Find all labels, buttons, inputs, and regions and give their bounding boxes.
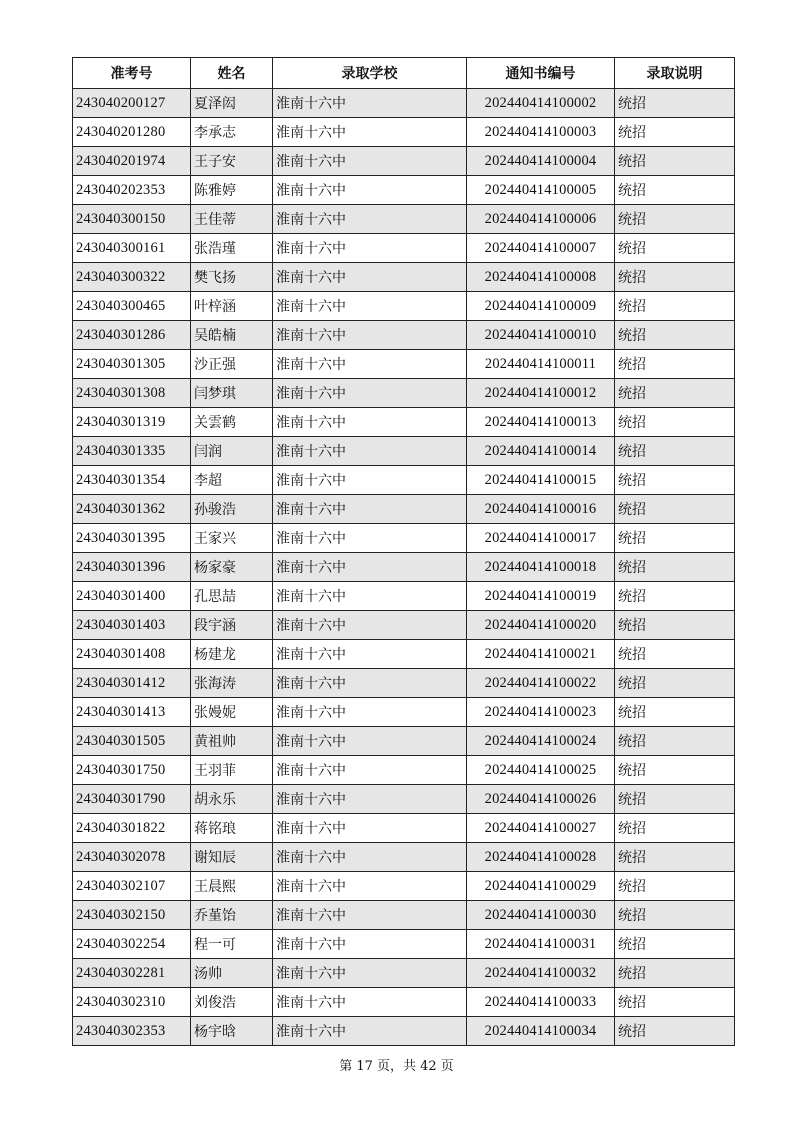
cell-notice-id: 202440414100004 xyxy=(467,147,615,176)
table-row xyxy=(73,263,735,292)
cell-name: 闫梦琪 xyxy=(191,379,273,408)
cell-admission-note: 统招 xyxy=(615,263,735,292)
table-row xyxy=(73,756,735,785)
cell-name: 樊飞扬 xyxy=(191,263,273,292)
cell-admission-note: 统招 xyxy=(615,669,735,698)
cell-admission-note: 统招 xyxy=(615,147,735,176)
cell-admission-note: 统招 xyxy=(615,785,735,814)
cell-admission-note: 统招 xyxy=(615,524,735,553)
cell-exam-id: 243040200127 xyxy=(73,89,191,118)
cell-notice-id: 202440414100012 xyxy=(467,379,615,408)
cell-exam-id: 243040301305 xyxy=(73,350,191,379)
cell-school: 淮南十六中 xyxy=(273,843,467,872)
cell-school: 淮南十六中 xyxy=(273,698,467,727)
cell-notice-id: 202440414100006 xyxy=(467,205,615,234)
cell-name: 闫润 xyxy=(191,437,273,466)
cell-exam-id: 243040301362 xyxy=(73,495,191,524)
cell-exam-id: 243040301308 xyxy=(73,379,191,408)
cell-name: 陈雅婷 xyxy=(191,176,273,205)
cell-notice-id: 202440414100007 xyxy=(467,234,615,263)
cell-name: 孙骏浩 xyxy=(191,495,273,524)
table-row xyxy=(73,379,735,408)
cell-school: 淮南十六中 xyxy=(273,582,467,611)
cell-school: 淮南十六中 xyxy=(273,553,467,582)
table-row xyxy=(73,582,735,611)
cell-exam-id: 243040302150 xyxy=(73,901,191,930)
cell-admission-note: 统招 xyxy=(615,118,735,147)
cell-admission-note: 统招 xyxy=(615,495,735,524)
cell-exam-id: 243040301750 xyxy=(73,756,191,785)
cell-exam-id: 243040300161 xyxy=(73,234,191,263)
cell-name: 张海涛 xyxy=(191,669,273,698)
cell-school: 淮南十六中 xyxy=(273,640,467,669)
cell-school: 淮南十六中 xyxy=(273,234,467,263)
cell-admission-note: 统招 xyxy=(615,930,735,959)
cell-admission-note: 统招 xyxy=(615,814,735,843)
table-row xyxy=(73,205,735,234)
table-row xyxy=(73,292,735,321)
cell-name: 胡永乐 xyxy=(191,785,273,814)
cell-admission-note: 统招 xyxy=(615,698,735,727)
cell-name: 段宇涵 xyxy=(191,611,273,640)
cell-name: 汤帅 xyxy=(191,959,273,988)
cell-school: 淮南十六中 xyxy=(273,292,467,321)
table-row xyxy=(73,640,735,669)
cell-school: 淮南十六中 xyxy=(273,466,467,495)
header-exam-id: 准考号 xyxy=(73,58,191,89)
cell-notice-id: 202440414100011 xyxy=(467,350,615,379)
cell-admission-note: 统招 xyxy=(615,843,735,872)
table-row xyxy=(73,234,735,263)
cell-exam-id: 243040300150 xyxy=(73,205,191,234)
cell-exam-id: 243040302107 xyxy=(73,872,191,901)
cell-notice-id: 202440414100005 xyxy=(467,176,615,205)
cell-school: 淮南十六中 xyxy=(273,495,467,524)
cell-notice-id: 202440414100027 xyxy=(467,814,615,843)
cell-admission-note: 统招 xyxy=(615,350,735,379)
cell-school: 淮南十六中 xyxy=(273,176,467,205)
table-row xyxy=(73,553,735,582)
table-row xyxy=(73,930,735,959)
cell-admission-note: 统招 xyxy=(615,901,735,930)
cell-exam-id: 243040300465 xyxy=(73,292,191,321)
cell-name: 谢知辰 xyxy=(191,843,273,872)
cell-name: 杨家豪 xyxy=(191,553,273,582)
cell-notice-id: 202440414100033 xyxy=(467,988,615,1017)
table-row xyxy=(73,611,735,640)
cell-admission-note: 统招 xyxy=(615,379,735,408)
cell-school: 淮南十六中 xyxy=(273,205,467,234)
cell-exam-id: 243040301413 xyxy=(73,698,191,727)
table-row xyxy=(73,524,735,553)
cell-exam-id: 243040301286 xyxy=(73,321,191,350)
header-name: 姓名 xyxy=(191,58,273,89)
cell-name: 杨宇晗 xyxy=(191,1017,273,1046)
cell-notice-id: 202440414100014 xyxy=(467,437,615,466)
table-row xyxy=(73,89,735,118)
cell-exam-id: 243040301319 xyxy=(73,408,191,437)
cell-school: 淮南十六中 xyxy=(273,930,467,959)
table-row xyxy=(73,118,735,147)
cell-exam-id: 243040301822 xyxy=(73,814,191,843)
cell-school: 淮南十六中 xyxy=(273,379,467,408)
cell-school: 淮南十六中 xyxy=(273,785,467,814)
cell-school: 淮南十六中 xyxy=(273,118,467,147)
table-row xyxy=(73,959,735,988)
cell-notice-id: 202440414100002 xyxy=(467,89,615,118)
cell-notice-id: 202440414100030 xyxy=(467,901,615,930)
page-footer: 第 17 页，共 42 页 xyxy=(339,1059,454,1074)
table-row xyxy=(73,466,735,495)
table-row xyxy=(73,408,735,437)
cell-name: 李承志 xyxy=(191,118,273,147)
cell-name: 王家兴 xyxy=(191,524,273,553)
cell-admission-note: 统招 xyxy=(615,205,735,234)
cell-admission-note: 统招 xyxy=(615,959,735,988)
table-row xyxy=(73,669,735,698)
cell-school: 淮南十六中 xyxy=(273,814,467,843)
cell-exam-id: 243040201280 xyxy=(73,118,191,147)
cell-name: 黄祖帅 xyxy=(191,727,273,756)
cell-notice-id: 202440414100029 xyxy=(467,872,615,901)
cell-exam-id: 243040301408 xyxy=(73,640,191,669)
cell-exam-id: 243040302078 xyxy=(73,843,191,872)
cell-school: 淮南十六中 xyxy=(273,350,467,379)
cell-name: 程一可 xyxy=(191,930,273,959)
table-row xyxy=(73,321,735,350)
table-row xyxy=(73,843,735,872)
cell-school: 淮南十六中 xyxy=(273,727,467,756)
cell-admission-note: 统招 xyxy=(615,727,735,756)
cell-name: 王佳蒂 xyxy=(191,205,273,234)
cell-admission-note: 统招 xyxy=(615,234,735,263)
cell-name: 王晨熙 xyxy=(191,872,273,901)
cell-exam-id: 243040301396 xyxy=(73,553,191,582)
cell-exam-id: 243040302281 xyxy=(73,959,191,988)
cell-admission-note: 统招 xyxy=(615,553,735,582)
header-admission-note: 录取说明 xyxy=(615,58,735,89)
cell-name: 吴皓楠 xyxy=(191,321,273,350)
cell-name: 蒋铭琅 xyxy=(191,814,273,843)
cell-admission-note: 统招 xyxy=(615,611,735,640)
cell-exam-id: 243040301790 xyxy=(73,785,191,814)
cell-school: 淮南十六中 xyxy=(273,263,467,292)
cell-name: 夏泽闳 xyxy=(191,89,273,118)
cell-school: 淮南十六中 xyxy=(273,321,467,350)
header-notice-id: 通知书编号 xyxy=(467,58,615,89)
cell-name: 张嫚妮 xyxy=(191,698,273,727)
cell-exam-id: 243040202353 xyxy=(73,176,191,205)
cell-notice-id: 202440414100024 xyxy=(467,727,615,756)
cell-exam-id: 243040300322 xyxy=(73,263,191,292)
cell-admission-note: 统招 xyxy=(615,89,735,118)
cell-name: 李超 xyxy=(191,466,273,495)
cell-notice-id: 202440414100021 xyxy=(467,640,615,669)
cell-notice-id: 202440414100016 xyxy=(467,495,615,524)
cell-notice-id: 202440414100023 xyxy=(467,698,615,727)
cell-admission-note: 统招 xyxy=(615,176,735,205)
cell-name: 关雲鹤 xyxy=(191,408,273,437)
header-school: 录取学校 xyxy=(273,58,467,89)
cell-name: 杨建龙 xyxy=(191,640,273,669)
cell-school: 淮南十六中 xyxy=(273,959,467,988)
cell-name: 王子安 xyxy=(191,147,273,176)
cell-school: 淮南十六中 xyxy=(273,872,467,901)
cell-school: 淮南十六中 xyxy=(273,901,467,930)
cell-notice-id: 202440414100022 xyxy=(467,669,615,698)
cell-admission-note: 统招 xyxy=(615,466,735,495)
cell-notice-id: 202440414100034 xyxy=(467,1017,615,1046)
table-row xyxy=(73,698,735,727)
cell-admission-note: 统招 xyxy=(615,756,735,785)
cell-school: 淮南十六中 xyxy=(273,147,467,176)
cell-school: 淮南十六中 xyxy=(273,89,467,118)
cell-notice-id: 202440414100015 xyxy=(467,466,615,495)
cell-notice-id: 202440414100020 xyxy=(467,611,615,640)
cell-notice-id: 202440414100019 xyxy=(467,582,615,611)
cell-admission-note: 统招 xyxy=(615,640,735,669)
cell-admission-note: 统招 xyxy=(615,872,735,901)
cell-notice-id: 202440414100010 xyxy=(467,321,615,350)
cell-admission-note: 统招 xyxy=(615,321,735,350)
cell-school: 淮南十六中 xyxy=(273,524,467,553)
cell-school: 淮南十六中 xyxy=(273,437,467,466)
cell-notice-id: 202440414100009 xyxy=(467,292,615,321)
cell-exam-id: 243040301335 xyxy=(73,437,191,466)
cell-name: 孔思喆 xyxy=(191,582,273,611)
table-row xyxy=(73,988,735,1017)
table-row xyxy=(73,350,735,379)
cell-notice-id: 202440414100032 xyxy=(467,959,615,988)
cell-exam-id: 243040302254 xyxy=(73,930,191,959)
table-row xyxy=(73,176,735,205)
cell-name: 刘俊浩 xyxy=(191,988,273,1017)
cell-notice-id: 202440414100025 xyxy=(467,756,615,785)
cell-name: 王羽菲 xyxy=(191,756,273,785)
cell-school: 淮南十六中 xyxy=(273,669,467,698)
cell-exam-id: 243040302310 xyxy=(73,988,191,1017)
cell-admission-note: 统招 xyxy=(615,988,735,1017)
table-row xyxy=(73,785,735,814)
cell-exam-id: 243040302353 xyxy=(73,1017,191,1046)
table-row xyxy=(73,495,735,524)
table-row xyxy=(73,147,735,176)
cell-school: 淮南十六中 xyxy=(273,988,467,1017)
cell-name: 张浩瑾 xyxy=(191,234,273,263)
cell-admission-note: 统招 xyxy=(615,582,735,611)
cell-notice-id: 202440414100028 xyxy=(467,843,615,872)
cell-exam-id: 243040301403 xyxy=(73,611,191,640)
cell-exam-id: 243040301354 xyxy=(73,466,191,495)
cell-exam-id: 243040301395 xyxy=(73,524,191,553)
table-header-row xyxy=(73,58,735,89)
cell-school: 淮南十六中 xyxy=(273,1017,467,1046)
table-row xyxy=(73,437,735,466)
cell-notice-id: 202440414100013 xyxy=(467,408,615,437)
cell-notice-id: 202440414100018 xyxy=(467,553,615,582)
cell-school: 淮南十六中 xyxy=(273,408,467,437)
table-row xyxy=(73,814,735,843)
cell-admission-note: 统招 xyxy=(615,408,735,437)
cell-exam-id: 243040301400 xyxy=(73,582,191,611)
cell-exam-id: 243040201974 xyxy=(73,147,191,176)
cell-admission-note: 统招 xyxy=(615,437,735,466)
cell-notice-id: 202440414100026 xyxy=(467,785,615,814)
cell-exam-id: 243040301412 xyxy=(73,669,191,698)
cell-notice-id: 202440414100003 xyxy=(467,118,615,147)
table-body xyxy=(73,89,735,1046)
table-row xyxy=(73,901,735,930)
table-row xyxy=(73,1017,735,1046)
cell-admission-note: 统招 xyxy=(615,292,735,321)
cell-name: 乔堇饴 xyxy=(191,901,273,930)
table-row xyxy=(73,727,735,756)
cell-school: 淮南十六中 xyxy=(273,756,467,785)
cell-name: 叶梓涵 xyxy=(191,292,273,321)
cell-name: 沙正强 xyxy=(191,350,273,379)
cell-notice-id: 202440414100017 xyxy=(467,524,615,553)
cell-admission-note: 统招 xyxy=(615,1017,735,1046)
cell-notice-id: 202440414100031 xyxy=(467,930,615,959)
cell-notice-id: 202440414100008 xyxy=(467,263,615,292)
cell-school: 淮南十六中 xyxy=(273,611,467,640)
cell-exam-id: 243040301505 xyxy=(73,727,191,756)
table-row xyxy=(73,872,735,901)
admission-table xyxy=(72,57,735,1046)
